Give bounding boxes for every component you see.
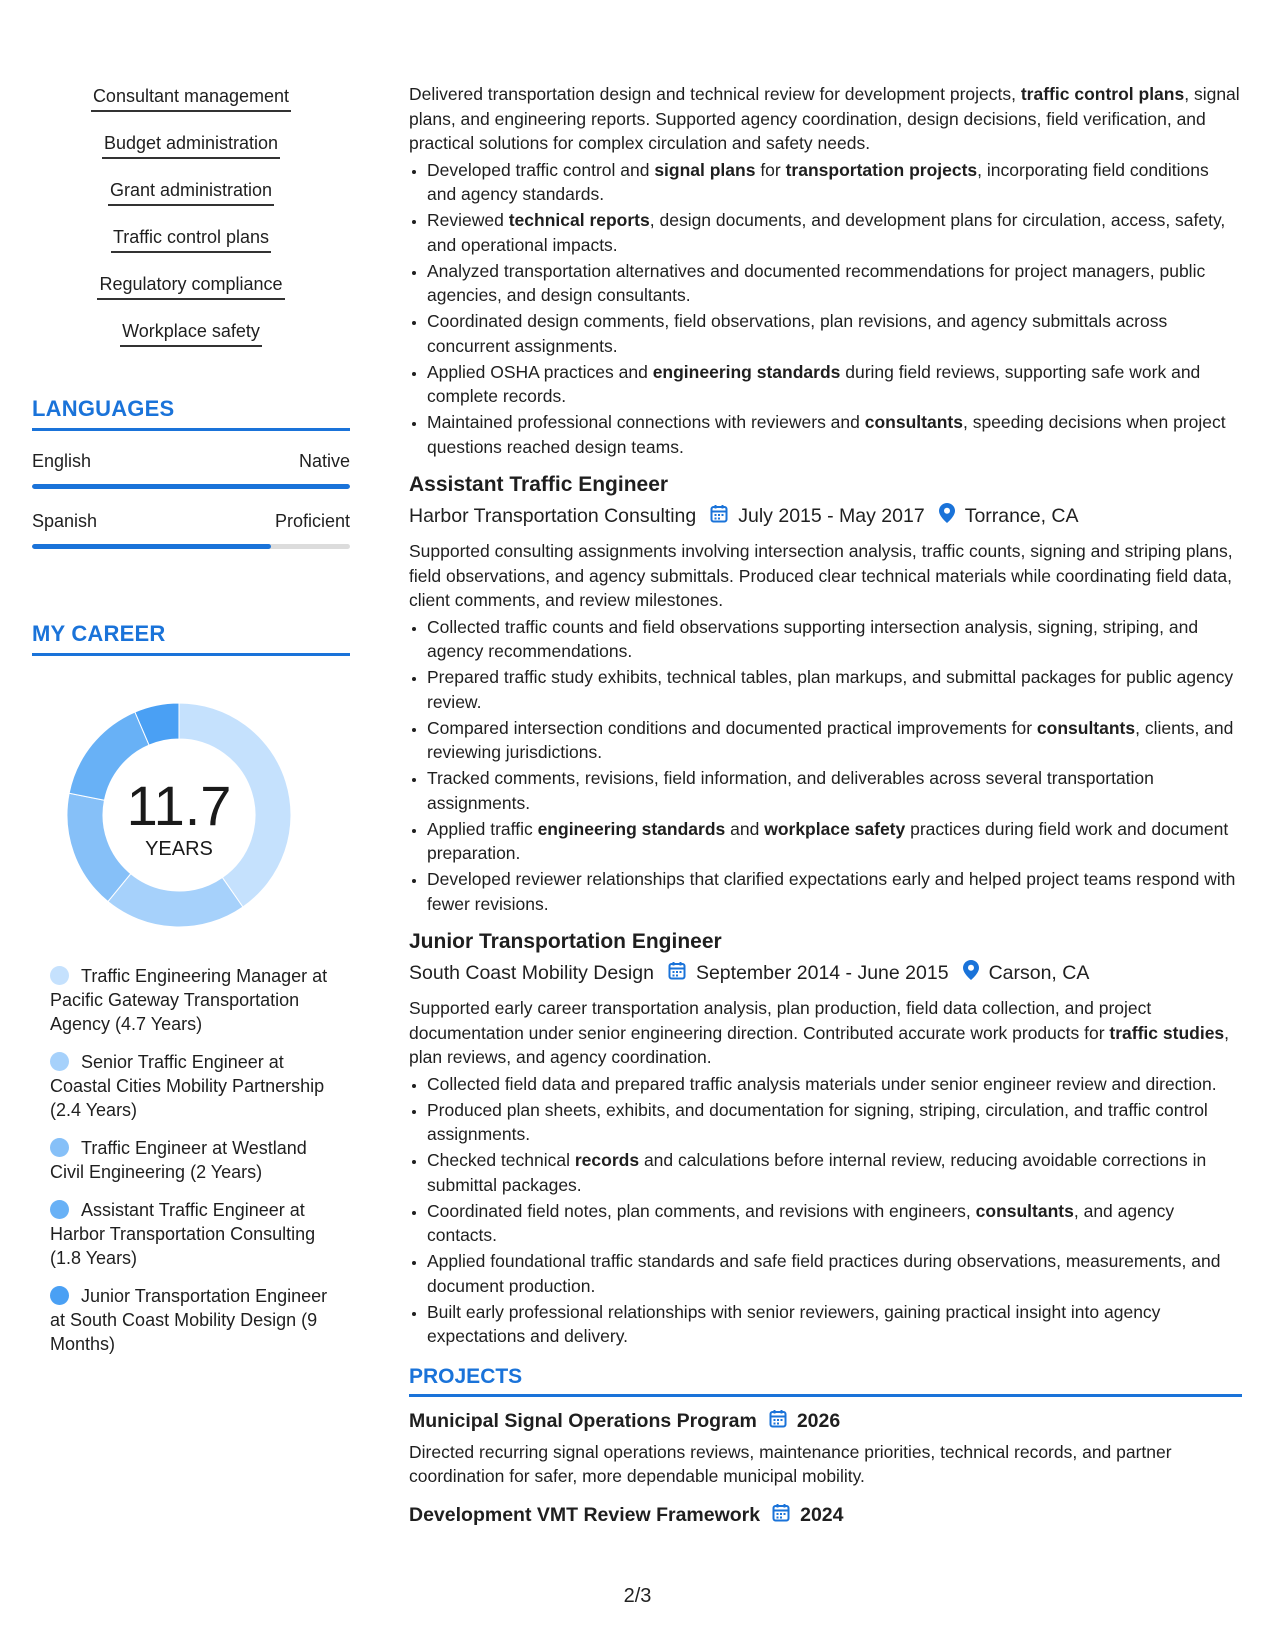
legend-item — [50, 1284, 330, 1356]
project-item — [409, 1409, 1242, 1489]
legend-label: Traffic Engineer at Westland Civil Engineering (2 Years) — [50, 1138, 307, 1182]
language-name: English — [32, 451, 92, 471]
legend-label: Senior Traffic Engineer at Coastal Cities Mobility Partnership (2.4 Years) — [50, 1052, 325, 1120]
projects-heading: PROJECTS — [409, 1365, 1242, 1397]
job-location: Carson, CA — [988, 961, 1090, 984]
job-bullet: • Checked technical records and calculations before internal review, reducing avoidable corrections in submittal packages. — [427, 1148, 1242, 1197]
legend-item — [50, 1136, 330, 1184]
job-bullet: • Prepared traffic study exhibits, technical tables, plan markups, and submittal packages for public agency review. — [427, 665, 1242, 714]
job-bullet: • Produced plan sheets, exhibits, and documentation for signing, striping, circulation, and traffic control assignments. — [427, 1098, 1242, 1147]
calendar-icon — [769, 1409, 787, 1434]
calendar-icon — [710, 504, 728, 529]
language-name: Spanish — [32, 511, 98, 531]
project-year: 2026 — [796, 1409, 841, 1432]
job-title: Junior Transportation Engineer — [409, 930, 722, 953]
job-bullet: • Analyzed transportation alternatives and documented recommendations for project managers, public agencies, and design consultants. — [427, 259, 1242, 308]
language-level: Native — [298, 451, 350, 471]
language-proficiency-bar — [32, 484, 350, 489]
language-proficiency-fill — [32, 484, 350, 489]
job-entry — [409, 473, 1242, 916]
main-content — [409, 82, 1242, 1528]
job-dates: September 2014 - June 2015 — [695, 961, 949, 984]
job-entry — [409, 930, 1242, 1349]
job-company: South Coast Mobility Design — [409, 961, 654, 984]
job-bullet: • Tracked comments, revisions, field information, and deliverables across several transportation assignments. — [427, 766, 1242, 815]
legend-dot — [50, 1200, 69, 1219]
skill-item: Traffic control plans — [111, 223, 271, 253]
calendar-icon — [772, 1503, 790, 1528]
language-proficiency-fill — [32, 544, 271, 549]
job-bullet: • Developed reviewer relationships that clarified expectations early and helped project teams respond with fewer revisions. — [427, 867, 1242, 916]
skill-item: Consultant management — [91, 82, 291, 112]
career-total-years: 11.7 — [126, 774, 232, 837]
legend-label: Traffic Engineering Manager at Pacific Gateway Transportation Agency (4.7 Years) — [50, 966, 328, 1034]
job-summary: Supported consulting assignments involving intersection analysis, traffic counts, signing and striping plans, field observations, and agency submittals. Produced clear technical materials while coordinating field data, client comments, and review milestones. — [409, 541, 1233, 610]
job-bullets — [409, 158, 1242, 460]
legend-label: Assistant Traffic Engineer at Harbor Transportation Consulting (1.8 Years) — [50, 1200, 316, 1268]
job-bullet: • Applied foundational traffic standards and safe field practices during observations, measurements, and document production. — [427, 1249, 1242, 1298]
skills-list — [32, 82, 350, 364]
job-bullet: • Developed traffic control and signal plans for transportation projects, incorporating field conditions and agency standards. — [427, 158, 1242, 207]
job-summary: Supported early career transportation analysis, plan production, field data collection, and project documentation under senior engineering direction. Contributed accurate work products for traffic studies, plan reviews, and agency coordination. — [409, 998, 1230, 1067]
project-title-row — [409, 1503, 1242, 1528]
job-bullet: • Coordinated design comments, field observations, plan revisions, and agency submittals across concurrent assignments. — [427, 309, 1242, 358]
career-donut-chart — [64, 700, 294, 930]
skill-item: Grant administration — [108, 176, 274, 206]
project-title-row — [409, 1409, 1242, 1434]
job-dates: July 2015 - May 2017 — [738, 504, 925, 527]
location-pin-icon — [963, 960, 979, 986]
legend-dot — [50, 1286, 69, 1305]
project-title: Development VMT Review Framework — [409, 1503, 761, 1526]
languages-heading: LANGUAGES — [32, 396, 350, 431]
skill-item: Workplace safety — [120, 317, 262, 347]
skill-item: Budget administration — [102, 129, 280, 159]
job-bullets — [409, 1072, 1242, 1349]
job-bullets — [409, 615, 1242, 917]
job-bullet: • Coordinated field notes, plan comments, and revisions with engineers, consultants, and agency contacts. — [427, 1199, 1242, 1248]
legend-item — [50, 964, 330, 1036]
language-level: Proficient — [274, 511, 350, 531]
job-bullet: • Collected traffic counts and field observations supporting intersection analysis, signing, striping, and agency recommendations. — [427, 615, 1242, 664]
legend-item — [50, 1198, 330, 1270]
job-bullet: • Applied OSHA practices and engineering standards during field reviews, supporting safe work and complete records. — [427, 360, 1242, 409]
job-meta — [409, 960, 1242, 986]
location-pin-icon — [939, 503, 955, 529]
job-summary: Delivered transportation design and technical review for development projects, traffic control plans, signal plans, and engineering reports. Supported agency coordination, design decisions, field verification, and practical solutions for complex circulation and safety needs. — [409, 84, 1240, 153]
project-year: 2024 — [800, 1503, 844, 1526]
job-bullet: • Reviewed technical reports, design documents, and development plans for circulation, access, safety, and operational impacts. — [427, 208, 1242, 257]
language-item — [32, 511, 350, 549]
legend-label: Junior Transportation Engineer at South Coast Mobility Design (9 Months) — [50, 1286, 328, 1354]
skill-item: Regulatory compliance — [97, 270, 284, 300]
job-location: Torrance, CA — [964, 504, 1079, 527]
job-bullet: • Compared intersection conditions and documented practical improvements for consultants, clients, and reviewing jurisdictions. — [427, 716, 1242, 765]
legend-item — [50, 1050, 330, 1122]
legend-dot — [50, 1052, 69, 1071]
job-title: Assistant Traffic Engineer — [409, 473, 669, 496]
legend-dot — [50, 1138, 69, 1157]
language-item — [32, 451, 350, 489]
project-item — [409, 1503, 1242, 1528]
project-description: Directed recurring signal operations reviews, maintenance priorities, technical records, and partner coordination for safer, more dependable municipal mobility. — [409, 1441, 1172, 1486]
job-company: Harbor Transportation Consulting — [409, 504, 697, 527]
job-entry — [409, 82, 1242, 459]
career-legend — [32, 964, 350, 1356]
job-bullet: • Built early professional relationships with senior reviewers, gaining practical insight into agency expectations and delivery. — [427, 1300, 1242, 1349]
sidebar — [32, 82, 350, 1370]
language-proficiency-bar — [32, 544, 350, 549]
job-meta — [409, 503, 1242, 529]
career-unit-label: YEARS — [145, 838, 213, 860]
page-number: 2/3 — [623, 1585, 652, 1607]
legend-dot — [50, 966, 69, 985]
job-bullet: • Maintained professional connections with reviewers and consultants, speeding decisions when project questions reached design teams. — [427, 410, 1242, 459]
job-bullet: • Applied traffic engineering standards and workplace safety practices during field work and document preparation. — [427, 817, 1242, 866]
job-bullet: • Collected field data and prepared traffic analysis materials under senior engineer review and direction. — [427, 1072, 1242, 1097]
project-title: Municipal Signal Operations Program — [409, 1409, 757, 1432]
career-heading: MY CAREER — [32, 621, 350, 656]
calendar-icon — [668, 961, 686, 986]
